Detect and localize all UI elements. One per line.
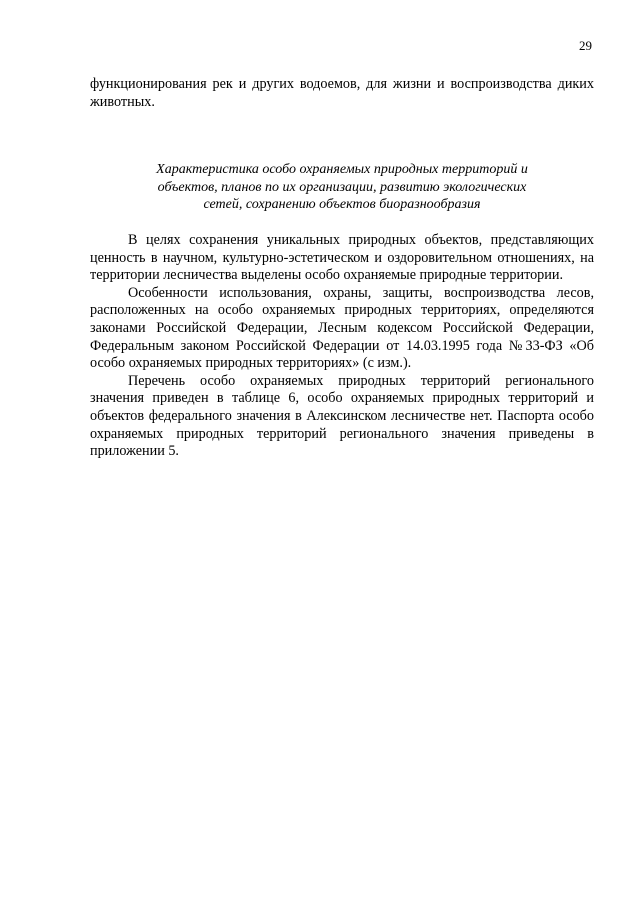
spacer xyxy=(90,214,594,232)
section-heading-line: Характеристика особо охраняемых природных территорий и xyxy=(156,162,528,178)
page-content xyxy=(90,76,594,461)
intro-paragraph: функционирования рек и других водоемов, для жизни и воспроизводства диких животных. xyxy=(90,76,594,110)
body-paragraph: Особенности использования, охраны, защиты, воспроизводства лесов, расположенных на особо охраняемых природных территориях, определяются законами Российской Федерации, Лесным кодексом Российской Федерации, Федеральным законом Российской Федерации от 14.03.1995 года №33-ФЗ «Об особо охраняемых природных территориях» (с изм.). xyxy=(90,284,594,372)
section-heading-line: сетей, сохранению объектов биоразнообразия xyxy=(203,197,481,213)
section-heading-line: объектов, планов по их организации, развитию экологических xyxy=(157,179,527,195)
page-number: 29 xyxy=(579,38,592,53)
body-paragraph: В целях сохранения уникальных природных объектов, представляющих ценность в научном, культурно-эстетическом и оздоровительном отношениях, на территории лесничества выделены особо охраняемые природные территории. xyxy=(90,231,594,284)
body-paragraph: Перечень особо охраняемых природных территорий регионального значения приведен в таблице 6, особо охраняемых природных территорий и объектов федерального значения в Алексинском лесничестве нет. Паспорта особо охраняемых природных территорий регионального значения приведены в приложении 5. xyxy=(90,372,594,460)
section-heading xyxy=(90,161,594,214)
